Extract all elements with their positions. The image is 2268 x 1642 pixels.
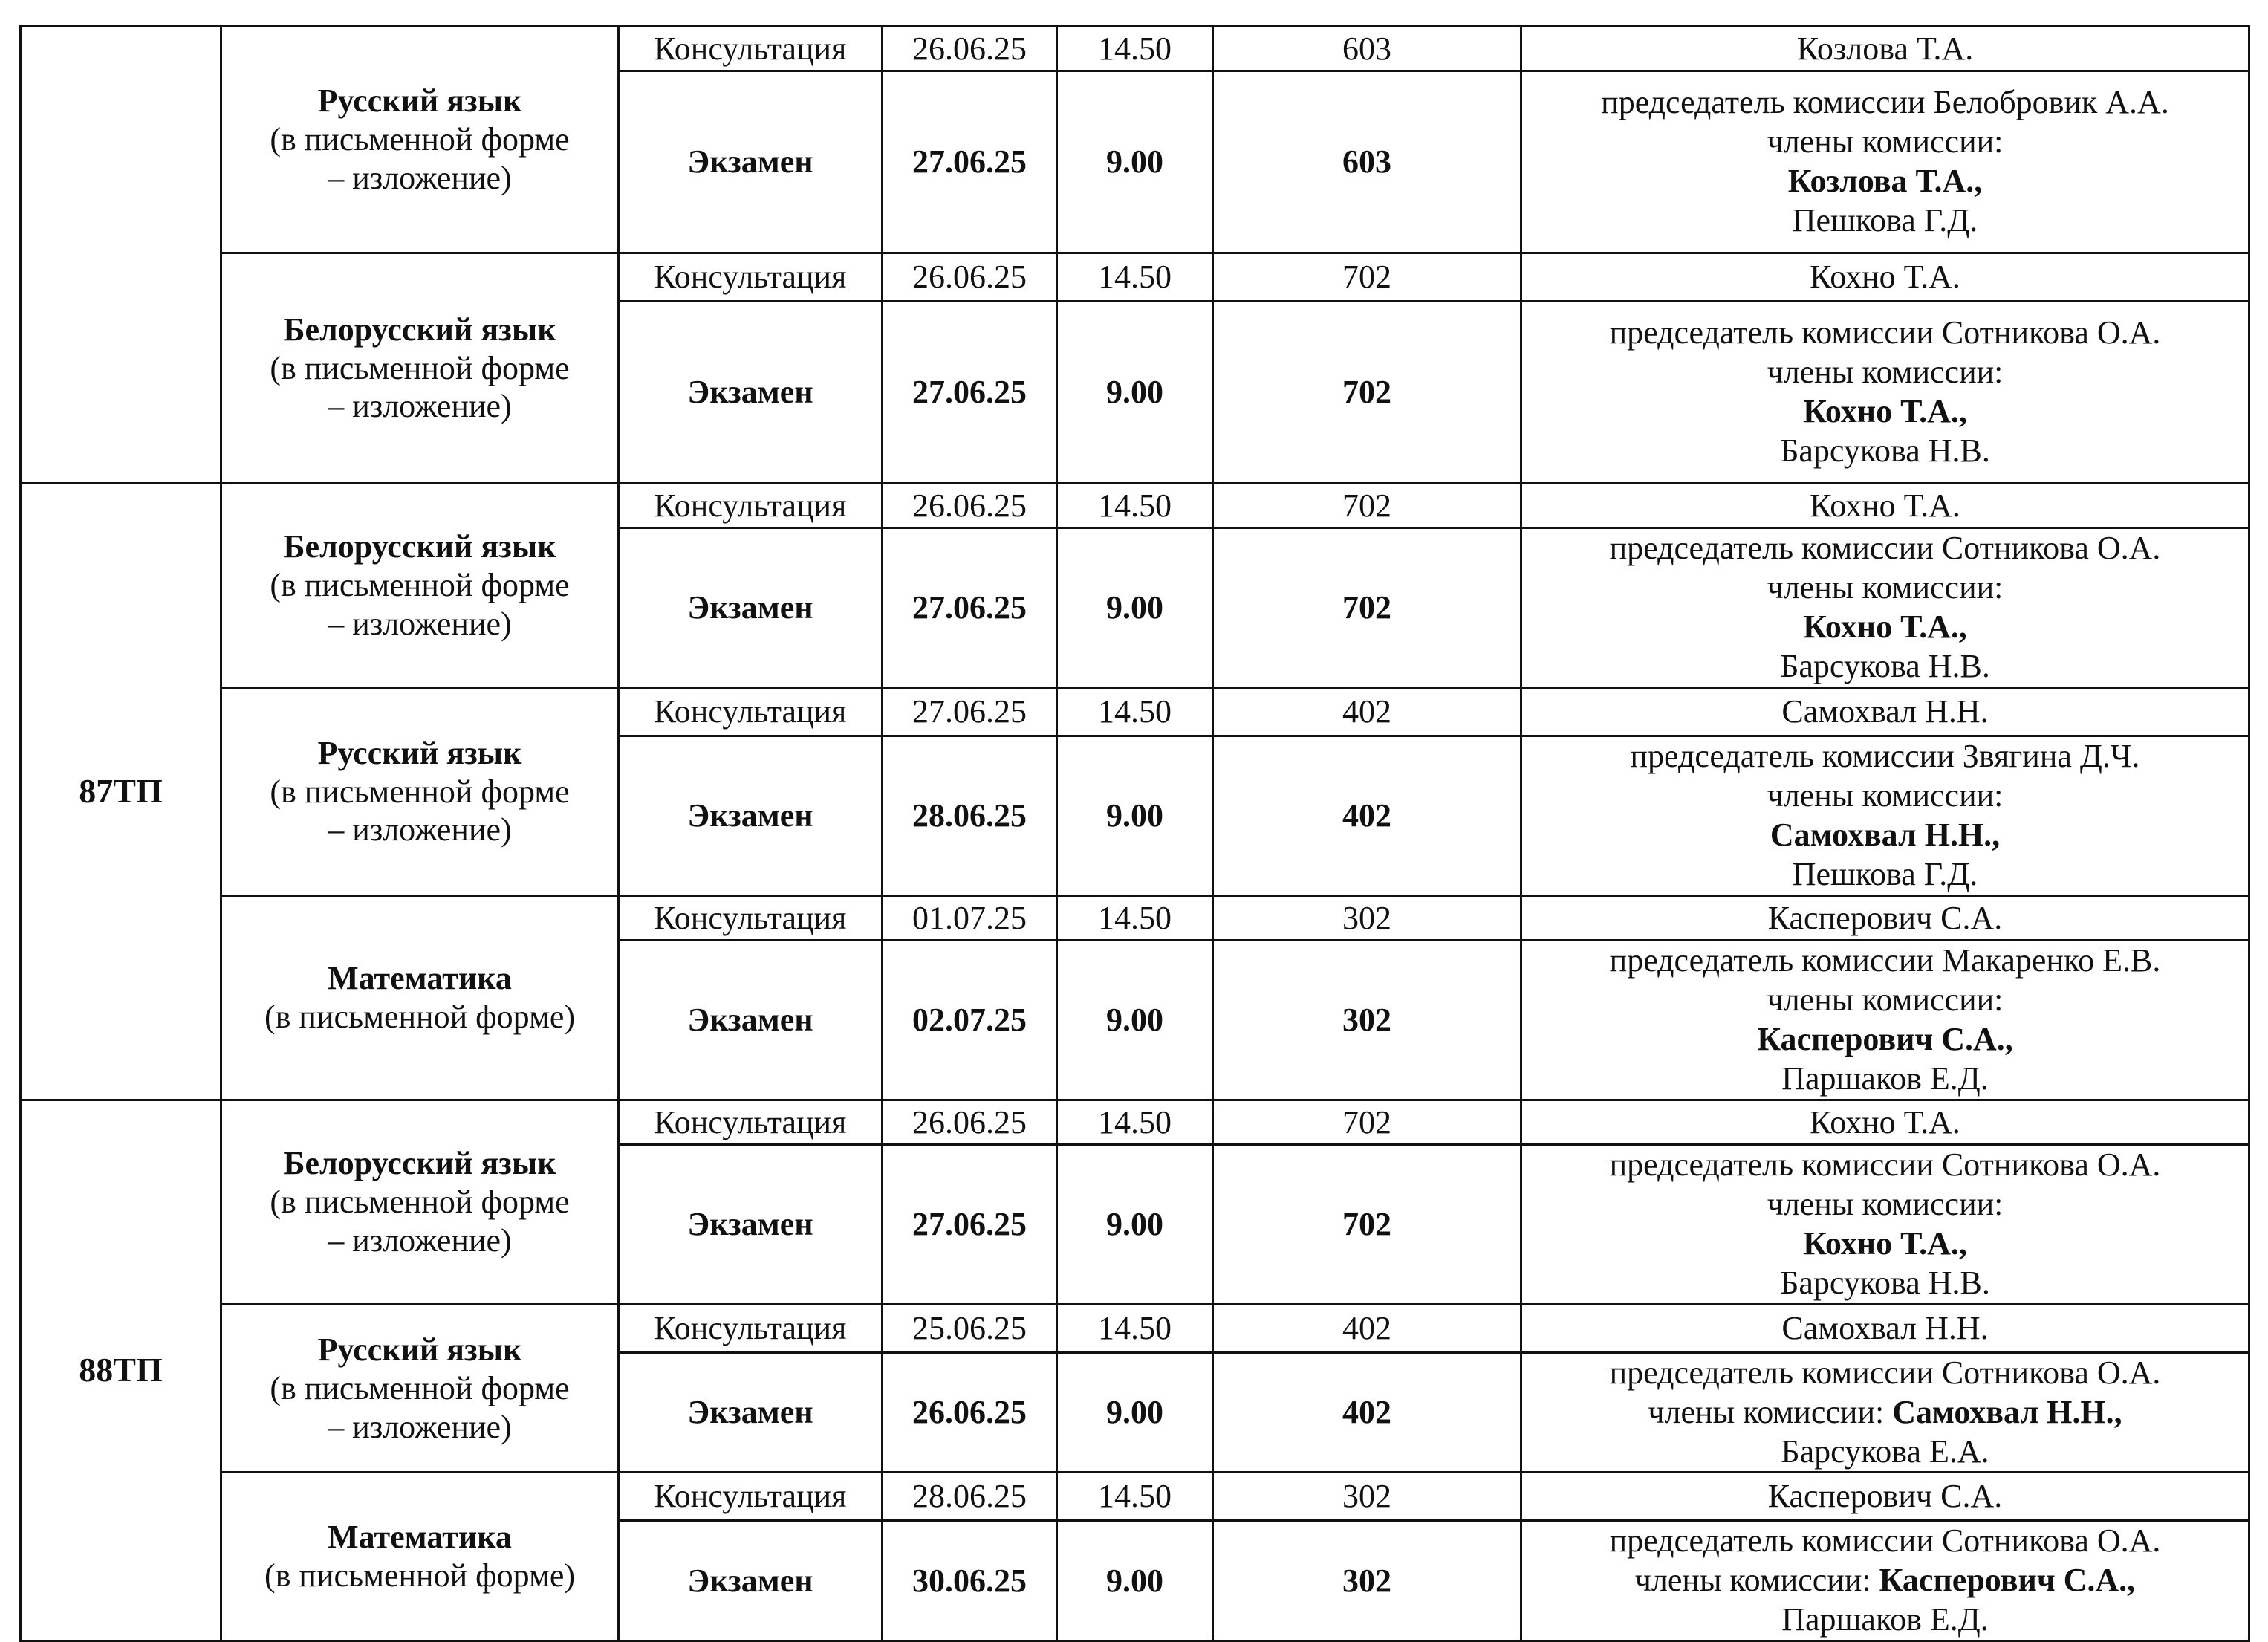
commission-members-label: члены комиссии: [1634,1562,1879,1599]
consultation-time-cell: 14.50 [1057,27,1213,71]
consultation-room-cell: 302 [1213,896,1521,941]
commission-member-main: Кохно Т.А., [1803,609,1967,645]
commission-members-line [1528,1561,2242,1600]
commission-members-line [1528,1393,2242,1432]
subject-name: Белорусский язык [283,311,556,348]
group-name: 88ТП [21,1100,221,1641]
exam-commission-cell [1521,1521,2249,1641]
consultation-room-cell: 702 [1213,253,1521,302]
consultation-kind-cell: Консультация [619,27,883,71]
subject-form-line: – изложение) [328,1221,512,1259]
commission-member-main: Самохвал Н.Н., [1770,817,2001,853]
subject-cell [221,1100,619,1305]
consultation-date-cell: 28.06.25 [883,1473,1057,1521]
consultation-date-cell: 26.06.25 [883,484,1057,528]
subject-form-line: (в письменной форме [270,121,570,158]
commission-member-second: Паршаков Е.Д. [1781,1600,1989,1638]
consultation-room-cell: 402 [1213,688,1521,736]
consultation-kind-cell: Консультация [619,1473,883,1521]
subject-form-line: (в письменной форме [270,1369,570,1406]
consultation-time-cell: 14.50 [1057,1305,1213,1353]
exam-commission-cell [1521,302,2249,484]
commission-member-second: Барсукова Н.В. [1780,647,1990,684]
consultation-staff-cell: Кохно Т.А. [1521,253,2249,302]
commission-member-main: Самохвал Н.Н., [1892,1393,2122,1430]
subject-form-line: (в письменной форме [270,349,570,386]
consultation-staff-cell: Касперович С.А. [1521,1473,2249,1521]
exam-commission-cell [1521,528,2249,688]
exam-room-cell: 603 [1213,71,1521,253]
subject-form-line: (в письменной форме [270,1184,570,1221]
subject-cell [221,1473,619,1641]
consultation-date-cell: 27.06.25 [883,688,1057,736]
subject-form-line: – изложение) [328,159,512,196]
exam-date-cell: 28.06.25 [883,736,1057,896]
exam-kind-cell: Экзамен [619,1521,883,1641]
commission-chair: председатель комиссии Звягина Д.Ч. [1630,738,2140,775]
consultation-row [21,484,2249,528]
commission-member-main: Козлова Т.А., [1787,163,1983,199]
exam-room-cell: 402 [1213,736,1521,896]
commission-member-main: Касперович С.А., [1757,1021,2013,1057]
consultation-kind-cell: Консультация [619,1305,883,1353]
commission-members-label: члены комиссии: [1767,123,2004,160]
exam-room-cell: 402 [1213,1353,1521,1473]
consultation-kind-cell: Консультация [619,896,883,941]
exam-time-cell: 9.00 [1057,736,1213,896]
commission-chair: председатель комиссии Макаренко Е.В. [1609,942,2161,979]
consultation-time-cell: 14.50 [1057,1473,1213,1521]
consultation-staff-cell: Козлова Т.А. [1521,27,2249,71]
group-name [21,27,221,484]
commission-members-label: члены комиссии: [1767,777,2004,814]
commission-members-label: члены комиссии: [1767,1186,2004,1223]
commission-members-label: члены комиссии: [1767,354,2004,391]
subject-cell [221,688,619,896]
exam-room-cell: 702 [1213,528,1521,688]
exam-schedule-table [19,25,2250,1642]
exam-date-cell: 26.06.25 [883,1353,1057,1473]
exam-date-cell: 27.06.25 [883,1145,1057,1305]
consultation-date-cell: 26.06.25 [883,1100,1057,1145]
commission-member-main: Кохно Т.А., [1803,393,1967,429]
subject-form-line: – изложение) [328,811,512,848]
consultation-time-cell: 14.50 [1057,688,1213,736]
subject-name: Русский язык [317,1331,522,1368]
subject-name: Русский язык [317,82,522,120]
consultation-date-cell: 26.06.25 [883,253,1057,302]
consultation-kind-cell: Консультация [619,1100,883,1145]
group-name: 87ТП [21,484,221,1100]
subject-name: Русский язык [317,734,522,771]
consultation-date-cell: 01.07.25 [883,896,1057,941]
commission-member-second: Барсукова Н.В. [1780,432,1990,469]
exam-room-cell: 702 [1213,302,1521,484]
exam-commission-cell [1521,1353,2249,1473]
exam-kind-cell: Экзамен [619,528,883,688]
subject-cell [221,484,619,688]
consultation-kind-cell: Консультация [619,484,883,528]
consultation-kind-cell: Консультация [619,253,883,302]
commission-member-second: Барсукова Н.В. [1780,1264,1990,1301]
commission-chair: председатель комиссии Сотникова О.А. [1609,530,2161,567]
consultation-row [21,253,2249,302]
commission-members-label: члены комиссии: [1648,1393,1893,1430]
commission-chair: председатель комиссии Сотникова О.А. [1609,1522,2161,1560]
consultation-staff-cell: Кохно Т.А. [1521,1100,2249,1145]
subject-cell [221,896,619,1100]
consultation-staff-cell: Касперович С.А. [1521,896,2249,941]
consultation-room-cell: 603 [1213,27,1521,71]
exam-time-cell: 9.00 [1057,1145,1213,1305]
consultation-room-cell: 402 [1213,1305,1521,1353]
consultation-time-cell: 14.50 [1057,1100,1213,1145]
exam-commission-cell [1521,941,2249,1100]
subject-name: Белорусский язык [283,1145,556,1182]
exam-room-cell: 702 [1213,1145,1521,1305]
exam-date-cell: 27.06.25 [883,302,1057,484]
consultation-date-cell: 25.06.25 [883,1305,1057,1353]
exam-kind-cell: Экзамен [619,941,883,1100]
subject-cell [221,253,619,484]
subject-form-line: (в письменной форме [270,773,570,810]
consultation-kind-cell: Консультация [619,688,883,736]
exam-time-cell: 9.00 [1057,941,1213,1100]
consultation-row [21,896,2249,941]
subject-form-line: (в письменной форме) [264,999,575,1035]
consultation-row [21,27,2249,71]
exam-time-cell: 9.00 [1057,1353,1213,1473]
commission-member-second: Паршаков Е.Д. [1781,1059,1989,1097]
consultation-room-cell: 302 [1213,1473,1521,1521]
exam-commission-cell [1521,736,2249,896]
consultation-room-cell: 702 [1213,1100,1521,1145]
commission-chair: председатель комиссии Сотникова О.А. [1609,1146,2161,1184]
subject-form-line: – изложение) [328,605,512,642]
exam-kind-cell: Экзамен [619,302,883,484]
exam-kind-cell: Экзамен [619,71,883,253]
exam-room-cell: 302 [1213,1521,1521,1641]
consultation-row [21,1100,2249,1145]
commission-chair: председатель комиссии Сотникова О.А. [1609,1354,2161,1391]
commission-chair: председатель комиссии Сотникова О.А. [1609,314,2161,351]
subject-name: Белорусский язык [283,528,556,565]
commission-member-second: Пешкова Г.Д. [1792,201,1978,238]
commission-member-main: Кохно Т.А., [1803,1225,1967,1262]
exam-commission-cell [1521,71,2249,253]
subject-form-line: (в письменной форме) [264,1557,575,1594]
consultation-row [21,1473,2249,1521]
commission-members-label: члены комиссии: [1767,569,2004,606]
subject-cell [221,27,619,253]
exam-time-cell: 9.00 [1057,1521,1213,1641]
commission-chair: председатель комиссии Белобровик А.А. [1601,84,2169,121]
consultation-staff-cell: Самохвал Н.Н. [1521,688,2249,736]
consultation-staff-cell: Кохно Т.А. [1521,484,2249,528]
consultation-row [21,1305,2249,1353]
exam-date-cell: 27.06.25 [883,528,1057,688]
exam-kind-cell: Экзамен [619,736,883,896]
subject-name: Математика [328,1519,512,1556]
consultation-staff-cell: Самохвал Н.Н. [1521,1305,2249,1353]
exam-date-cell: 27.06.25 [883,71,1057,253]
consultation-time-cell: 14.50 [1057,253,1213,302]
exam-date-cell: 02.07.25 [883,941,1057,1100]
consultation-row [21,688,2249,736]
exam-kind-cell: Экзамен [619,1145,883,1305]
subject-name: Математика [328,960,512,997]
schedule-body [21,27,2249,1641]
commission-member-main: Касперович С.А., [1879,1562,2136,1599]
subject-form-line: – изложение) [328,1408,512,1445]
consultation-date-cell: 26.06.25 [883,27,1057,71]
commission-members-label: члены комиссии: [1767,981,2004,1019]
exam-commission-cell [1521,1145,2249,1305]
consultation-time-cell: 14.50 [1057,896,1213,941]
subject-form-line: – изложение) [328,388,512,425]
exam-time-cell: 9.00 [1057,71,1213,253]
commission-member-second: Барсукова Е.А. [1781,1432,1989,1470]
exam-kind-cell: Экзамен [619,1353,883,1473]
exam-time-cell: 9.00 [1057,528,1213,688]
subject-form-line: (в письменной форме [270,567,570,604]
exam-room-cell: 302 [1213,941,1521,1100]
subject-cell [221,1305,619,1473]
exam-time-cell: 9.00 [1057,302,1213,484]
consultation-room-cell: 702 [1213,484,1521,528]
exam-date-cell: 30.06.25 [883,1521,1057,1641]
consultation-time-cell: 14.50 [1057,484,1213,528]
commission-member-second: Пешкова Г.Д. [1792,855,1978,892]
